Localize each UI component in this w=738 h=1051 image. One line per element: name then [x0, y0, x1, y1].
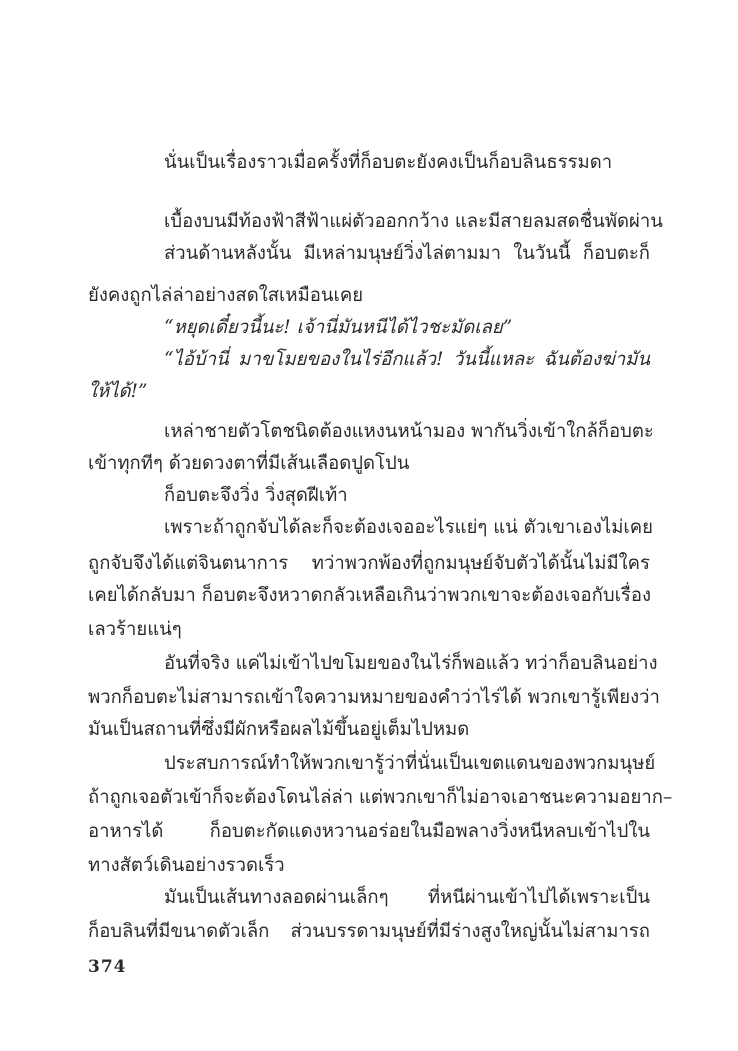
text-line: นั่นเป็นเรื่องราวเมื่อครั้งที่ก็อบตะยังคงเป็นก็อบลินธรรมดา	[164, 152, 613, 173]
dialogue-line: “หยุดเดี๋ยวนี้นะ! เจ้านี่มันหนีได้ไวชะมัดเลย”	[164, 317, 513, 338]
text-line: เพราะถ้าถูกจับได้ละก็จะต้องเจออะไรแย่ๆ แน่ ตัวเขาเองไม่เคย	[164, 517, 653, 538]
text-line: ทางสัตว์เดินอย่างรวดเร็ว	[88, 855, 285, 876]
text-line: เข้าทุกทีๆ ด้วยดวงตาที่มีเส้นเลือดปูดโปน	[88, 453, 410, 474]
page-number: 374	[88, 957, 127, 977]
text-line: ก็อบลินที่มีขนาดตัวเล็ก ส่วนบรรดามนุษย์ที่มีร่างสูงใหญ่นั้นไม่สามารถ	[88, 921, 650, 942]
text-line: มันเป็นสถานที่ซึ่งมีผักหรือผลไม้ขึ้นอยู่เต็มไปหมด	[88, 719, 470, 740]
text-line: อันที่จริง แค่ไม่เข้าไปขโมยของในไร่ก็พอแล้ว ทว่าก็อบลินอย่าง	[164, 653, 658, 674]
dialogue-line: “ไอ้บ้านี่ มาขโมยของในไร่อีกแล้ว! วันนี้แหละ ฉันต้องฆ่ามัน	[164, 349, 650, 370]
text-line: ยังคงถูกไล่ล่าอย่างสดใสเหมือนเคย	[88, 285, 364, 306]
text-line: เหล่าชายตัวโตชนิดต้องแหงนหน้ามอง พากันวิ่งเข้าใกล้ก็อบตะ	[164, 421, 654, 442]
text-line: ก็อบตะจึงวิ่ง วิ่งสุดฝีเท้า	[164, 485, 348, 506]
text-line: เบื้องบนมีท้องฟ้าสีฟ้าแผ่ตัวออกกว้าง และมีสายลมสดชื่นพัดผ่าน	[164, 211, 663, 232]
text-line: มันเป็นเส้นทางลอดผ่านเล็กๆ ที่หนีผ่านเข้าไปได้เพราะเป็น	[164, 887, 650, 908]
dialogue-line: ให้ได้!”	[88, 381, 148, 402]
text-line: เคยได้กลับมา ก็อบตะจึงหวาดกลัวเหลือเกินว่าพวกเขาจะต้องเจอกับเรื่อง	[88, 585, 652, 606]
text-line: อาหารได้ ก็อบตะกัดแดงหวานอร่อยในมือพลางวิ่งหนีหลบเข้าไปใน	[88, 821, 650, 842]
text-line: ถูกจับจึงได้แต่จินตนาการ ทว่าพวกพ้องที่ถูกมนุษย์จับตัวได้นั้นไม่มีใคร	[88, 553, 650, 574]
text-line: พวกก็อบตะไม่สามารถเข้าใจความหมายของคำว่าไร่ได้ พวกเขารู้เพียงว่า	[88, 687, 660, 708]
text-line: ส่วนด้านหลังนั้น มีเหล่ามนุษย์วิ่งไล่ตามมา ในวันนี้ ก็อบตะก็	[164, 243, 650, 264]
text-line: ประสบการณ์ทำให้พวกเขารู้ว่าที่นั่นเป็นเขตแดนของพวกมนุษย์	[164, 753, 656, 774]
text-line: ถ้าถูกเจอตัวเข้าก็จะต้องโดนไล่ล่า แต่พวกเขาก็ไม่อาจเอาชนะความอยาก–	[88, 787, 673, 808]
text-line: เลวร้ายแน่ๆ	[88, 619, 182, 640]
